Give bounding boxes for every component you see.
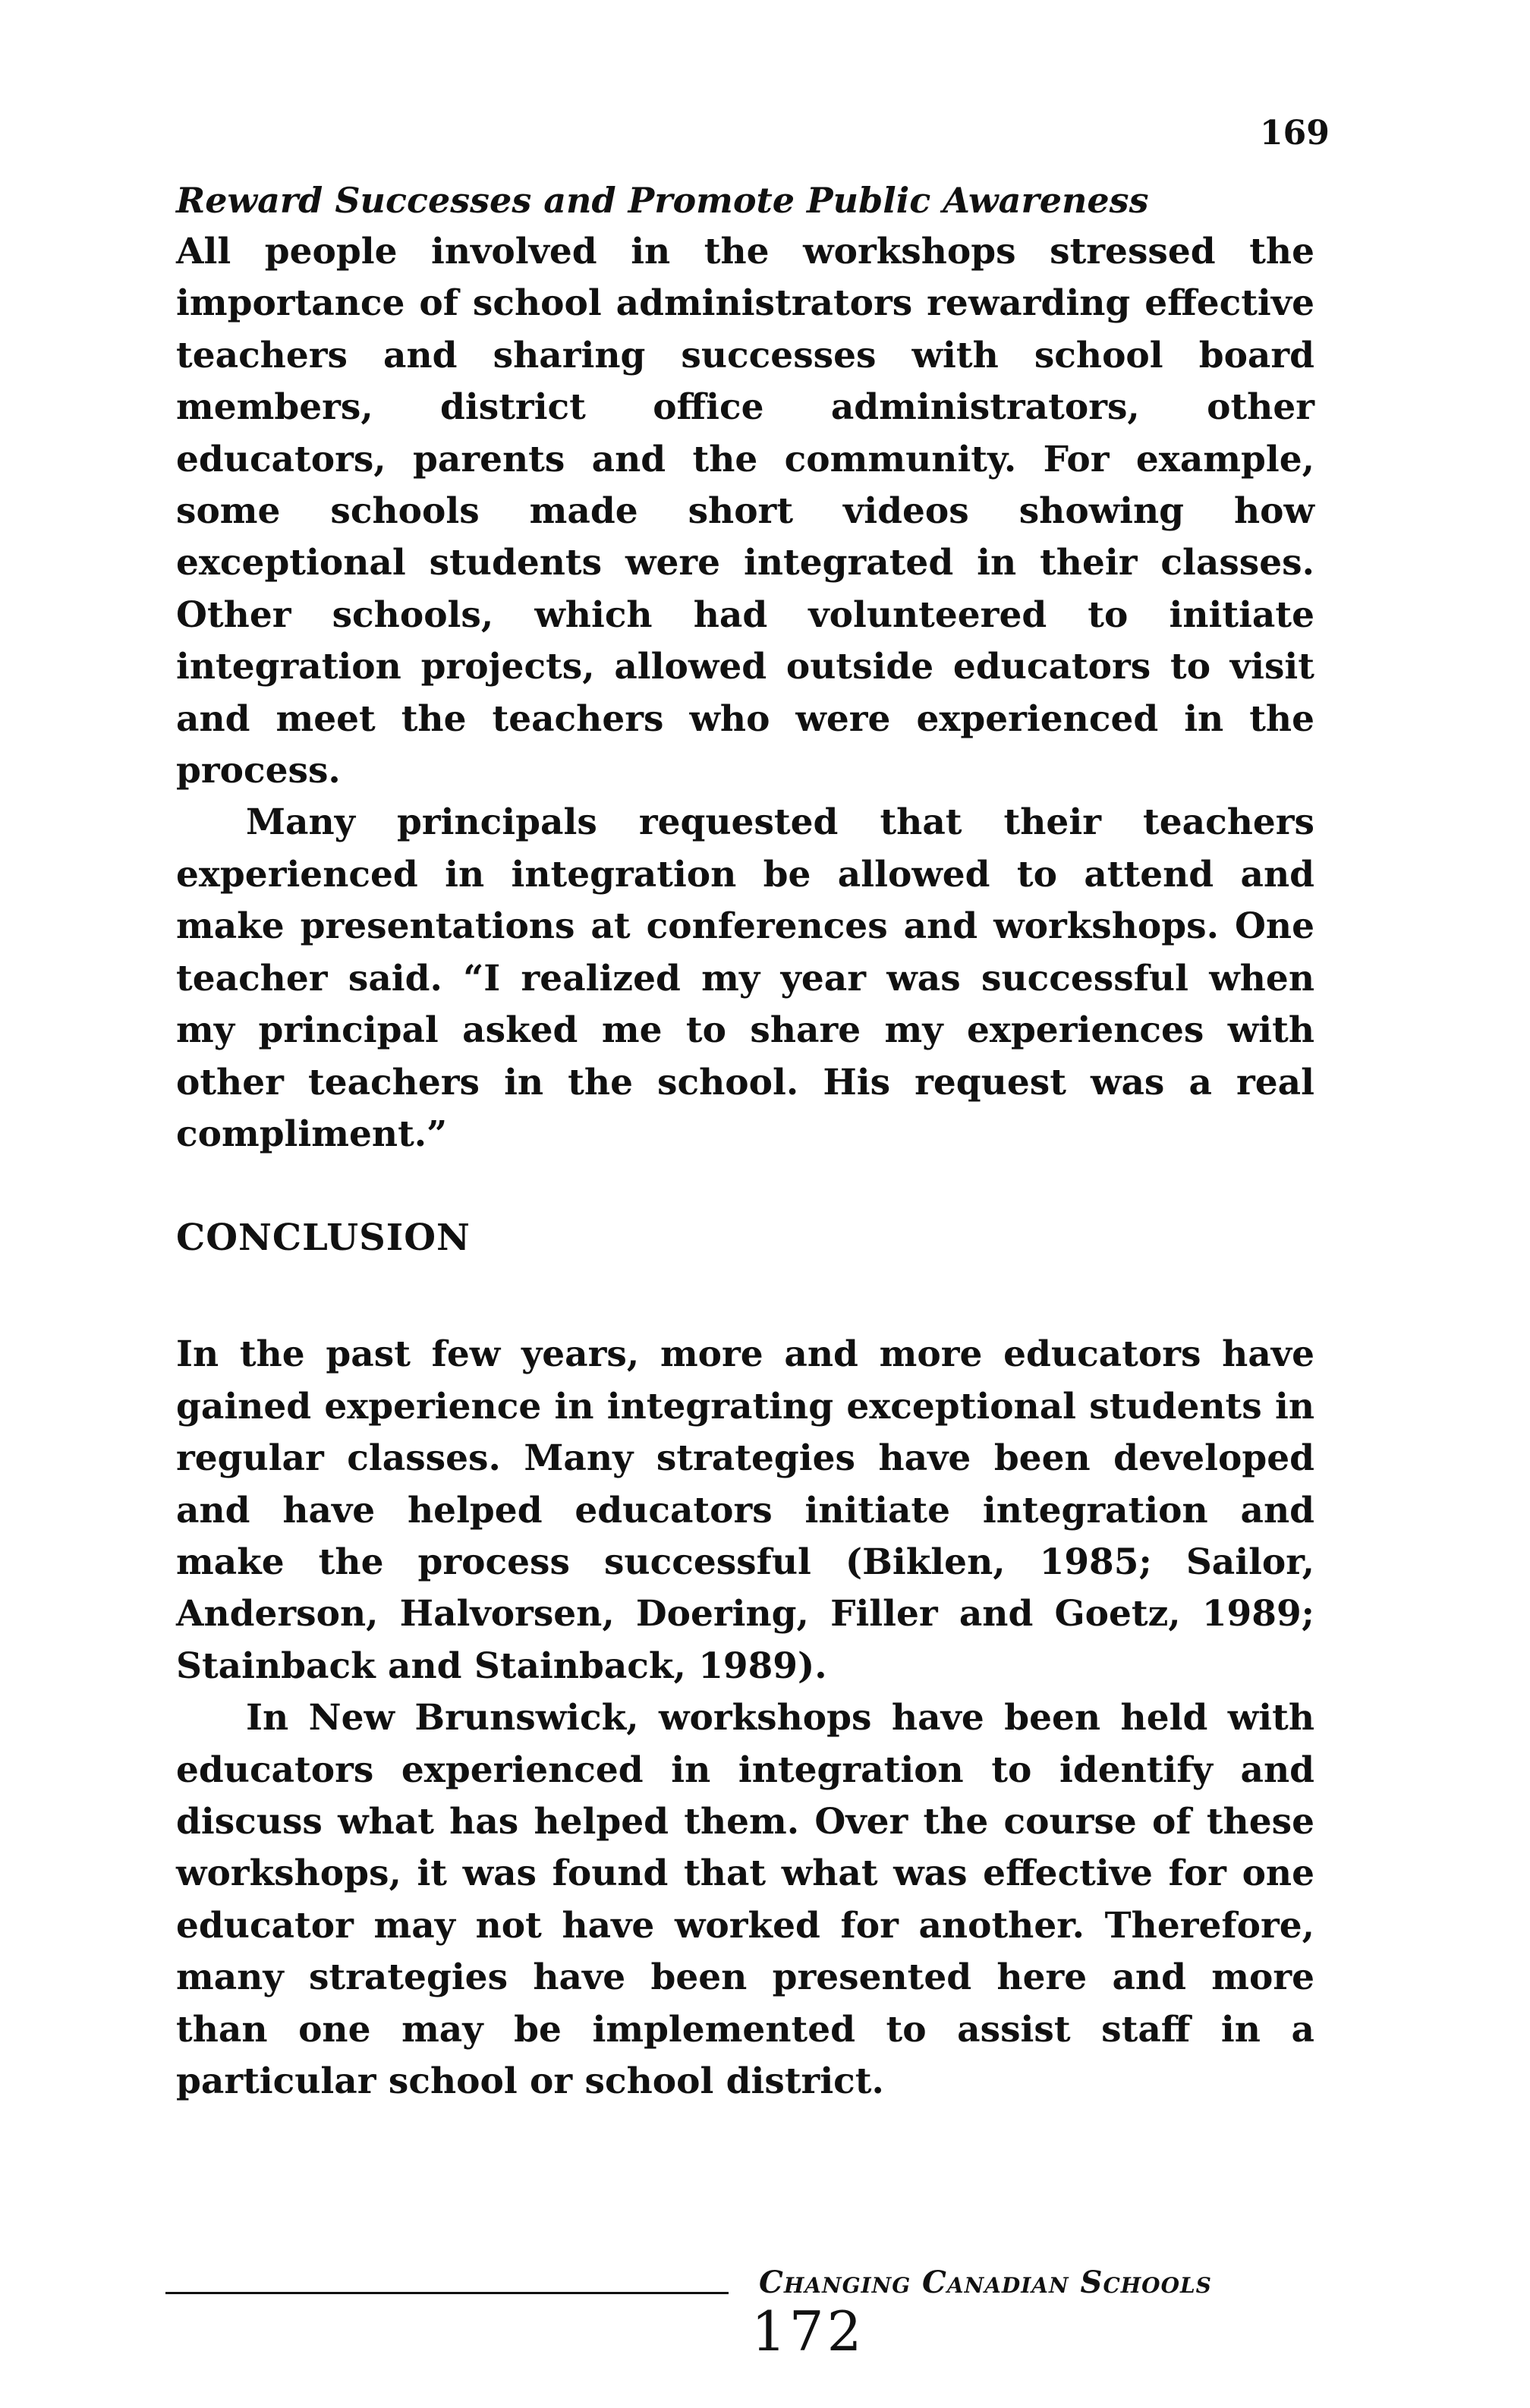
footer-title: Changing Canadian Schools — [759, 2265, 1212, 2300]
page-number: 169 — [1260, 114, 1330, 153]
footer-rule — [165, 2292, 729, 2294]
paragraph-3: In the past few years, more and more educators have gained experience in integrating exceptional students in regular classes. Many strategies have been developed and have helped educators initiate integration and make the process successful (Biklen, 1985; Sailor, Anderson, Halvorsen, Doering, Filler and Goetz, 1989; Stainback and Stainback, 1989). — [176, 1333, 1314, 1687]
bottom-page-number: 172 — [751, 2299, 865, 2363]
paragraph-2: Many principals requested that their teachers experienced in integration be allowed to attend and make presentations at conferences and workshops. One teacher said. “I realized my year was successful when my principal asked me to share my experiences with other teachers in the school. His request was a real compliment.” — [176, 801, 1314, 1155]
conclusion-heading: CONCLUSION — [176, 1217, 471, 1260]
section-heading: Reward Successes and Promote Public Awareness — [176, 180, 1149, 221]
text-column — [176, 175, 1314, 2107]
paragraph-4: In New Brunswick, workshops have been held with educators experienced in integration to identify and discuss what has helped them. Over the course of these workshops, it was found that what was effective for one educator may not have worked for another. Therefore, many strategies have been presented here and more than one may be implemented to assist staff in a particular school or school district. — [176, 1697, 1314, 2102]
paragraph-1: All people involved in the workshops stressed the importance of school administrators rewarding effective teachers and sharing successes with school board members, district office administrators, other educators, parents and the community. For example, some schools made short videos showing how exceptional students were integrated in their classes. Other schools, which had volunteered to initiate integration projects, allowed outside educators to visit and meet the teachers who were experienced in the process. — [176, 231, 1314, 792]
